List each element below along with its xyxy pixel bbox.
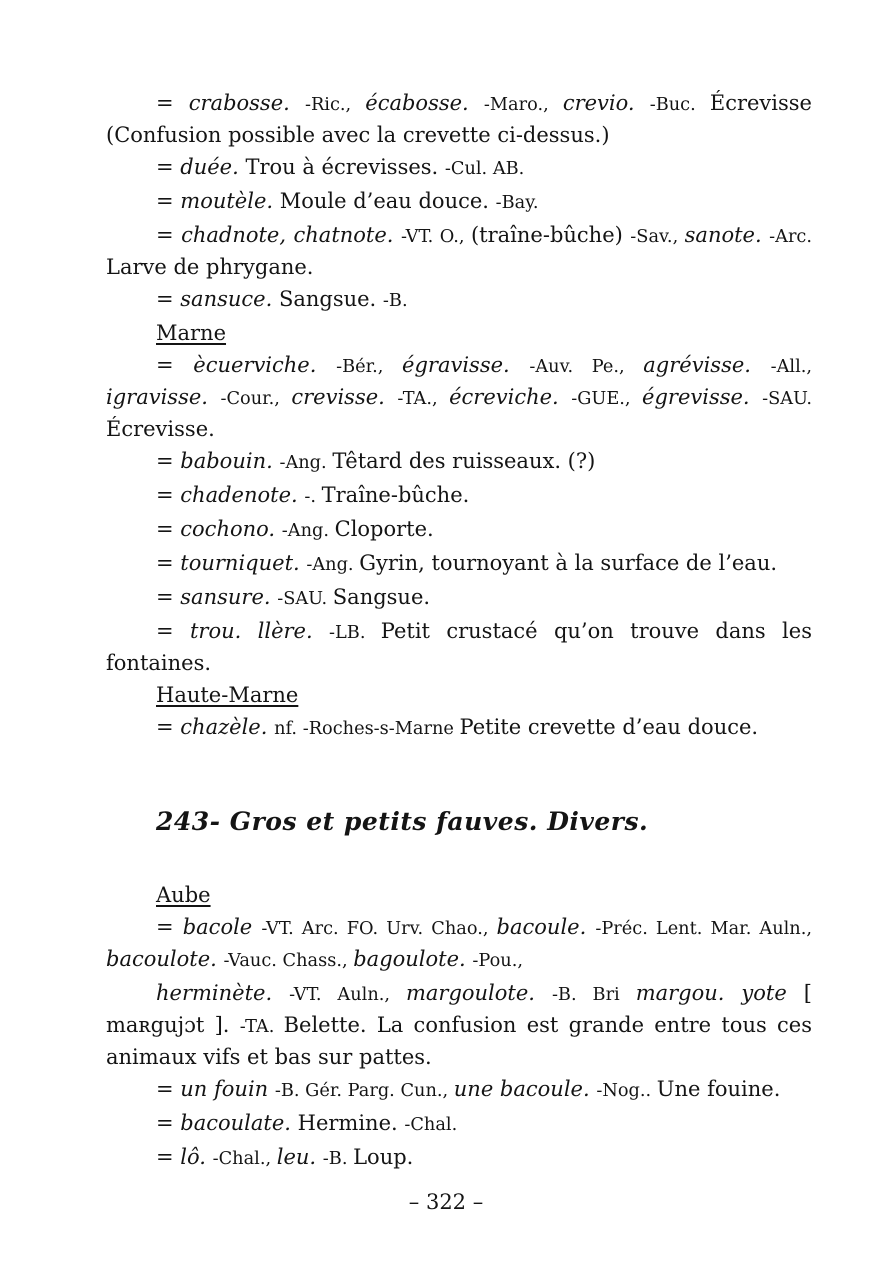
- region-heading: [106, 318, 812, 348]
- source-abbr: -Cul. AB.: [444, 159, 525, 179]
- dialect-term: une bacoule.: [453, 1077, 597, 1101]
- dialect-term: herminète.: [156, 981, 290, 1005]
- gloss-text: Larve de phrygane.: [106, 255, 314, 279]
- source-abbr: -B. Bri: [551, 985, 636, 1005]
- source-abbr: -Ang.: [279, 453, 333, 473]
- source-abbr: -Préc. Lent. Mar. Auln.,: [595, 919, 813, 939]
- source-abbr: -GUE.,: [571, 389, 643, 409]
- dialect-term: sansure.: [180, 585, 278, 609]
- source-abbr: -Buc.: [649, 95, 710, 115]
- dialect-term: crevisse.: [291, 385, 398, 409]
- dialect-term: margoulote.: [405, 981, 552, 1005]
- gloss-text: Moule d’eau douce.: [279, 189, 496, 213]
- source-abbr: -Ang.: [306, 555, 360, 575]
- source-abbr: -Ric.,: [304, 95, 366, 115]
- source-abbr: -VT. Arc. FO. Urv. Chao.,: [261, 919, 497, 939]
- dialect-term: crabosse.: [188, 91, 305, 115]
- source-abbr: -B.: [322, 1149, 354, 1169]
- section-heading-text: 243- Gros et petits fauves. Divers.: [156, 807, 649, 836]
- dictionary-entry: [106, 582, 812, 614]
- source-abbr: -SAU.: [762, 389, 813, 409]
- region-heading-text: Aube: [156, 883, 211, 907]
- page-number: – 322 –: [408, 1190, 484, 1214]
- gloss-text: Trou à écrevisses.: [245, 155, 445, 179]
- dictionary-entry: [106, 186, 812, 218]
- source-abbr: nf. -Roches-s-Marne: [274, 719, 460, 739]
- source-abbr: -Bér.,: [336, 357, 403, 377]
- dialect-term: bacoule.: [496, 915, 596, 939]
- dialect-term: duée.: [180, 155, 246, 179]
- dialect-term: leu.: [276, 1145, 323, 1169]
- dialect-term: moutèle.: [180, 189, 280, 213]
- dictionary-entry: [106, 548, 812, 580]
- dialect-term: margou. yote: [635, 981, 804, 1005]
- gloss-text: =: [156, 449, 181, 473]
- gloss-text: Gyrin, tournoyant à la surface de l’eau.: [359, 551, 778, 575]
- gloss-text: Hermine.: [297, 1111, 405, 1135]
- gloss-text: Cloporte.: [334, 517, 434, 541]
- gloss-text: =: [156, 91, 189, 115]
- dialect-term: un fouin: [180, 1077, 275, 1101]
- dialect-term: agrévisse.: [643, 353, 771, 377]
- source-abbr: -Bay.: [495, 193, 539, 213]
- source-abbr: -SAU.: [277, 589, 333, 609]
- gloss-text: Sangsue.: [332, 585, 431, 609]
- gloss-text: =: [156, 1145, 181, 1169]
- source-abbr: -VT. O.,: [400, 227, 471, 247]
- dictionary-entry: [106, 350, 812, 444]
- gloss-text: Loup.: [353, 1145, 414, 1169]
- source-abbr: -Nog..: [596, 1081, 657, 1101]
- gloss-text: =: [156, 223, 182, 247]
- dictionary-entry: [106, 616, 812, 678]
- gloss-text: Écrevisse (Confusion possible avec la crevette ci-dessus.): [106, 91, 812, 147]
- source-abbr: -TA.,: [397, 389, 450, 409]
- dictionary-entry: [106, 1108, 812, 1140]
- gloss-text: =: [156, 619, 190, 643]
- gloss-text: [ maʀgujɔt ].: [106, 981, 812, 1037]
- source-abbr: -Sav.,: [630, 227, 685, 247]
- dialect-term: écreviche.: [449, 385, 572, 409]
- gloss-text: =: [156, 189, 181, 213]
- gloss-text: Belette. La confusion est grande entre tous ces animaux vifs et bas sur pattes.: [106, 1013, 812, 1069]
- dialect-term: chadenote.: [180, 483, 305, 507]
- dialect-term: bacole: [182, 915, 262, 939]
- dialect-term: chadnote, chatnote.: [181, 223, 401, 247]
- region-heading-text: Haute-Marne: [156, 683, 299, 707]
- region-heading-text: Marne: [156, 321, 227, 345]
- region-heading: [106, 680, 812, 710]
- gloss-text: Traîne-bûche.: [321, 483, 470, 507]
- dictionary-entry: [106, 88, 812, 150]
- dialect-term: sansuce.: [180, 287, 279, 311]
- dictionary-entry: [106, 152, 812, 184]
- dialect-term: sanote.: [684, 223, 770, 247]
- gloss-text: Écrevisse.: [106, 417, 215, 441]
- gloss-text: =: [156, 483, 181, 507]
- source-abbr: -.: [304, 487, 322, 507]
- source-abbr: -Arc.: [769, 227, 812, 247]
- source-abbr: -VT. Auln.,: [289, 985, 406, 1005]
- dialect-term: égrevisse.: [642, 385, 763, 409]
- source-abbr: -Auv. Pe.,: [529, 357, 644, 377]
- dictionary-entry: [106, 1142, 812, 1174]
- dialect-term: chazèle.: [180, 715, 275, 739]
- gloss-text: =: [156, 551, 181, 575]
- source-abbr: -Pou.,: [472, 951, 523, 971]
- dictionary-entry: [106, 480, 812, 512]
- source-abbr: -Ang.: [281, 521, 335, 541]
- gloss-text: Une fouine.: [656, 1077, 781, 1101]
- gloss-text: =: [156, 915, 183, 939]
- dialect-term: tourniquet.: [180, 551, 307, 575]
- source-abbr: -Chal.,: [212, 1149, 277, 1169]
- dialect-term: trou. llère.: [189, 619, 330, 643]
- text-content: [106, 88, 812, 1176]
- gloss-text: =: [156, 353, 194, 377]
- dialect-term: igravisse.: [106, 385, 221, 409]
- dialect-term: égravisse.: [402, 353, 530, 377]
- page-footer: [0, 1190, 892, 1214]
- gloss-text: Petit crustacé qu’on trouve dans les fontaines.: [106, 619, 812, 675]
- gloss-text: =: [156, 715, 181, 739]
- source-abbr: -Vauc. Chass.,: [223, 951, 354, 971]
- dictionary-entry: [106, 978, 812, 1072]
- dictionary-entry: [106, 446, 812, 478]
- source-abbr: -Cour.,: [220, 389, 292, 409]
- dialect-term: ècuerviche.: [193, 353, 337, 377]
- gloss-text: =: [156, 585, 181, 609]
- gloss-text: Sangsue.: [278, 287, 383, 311]
- dictionary-entry: [106, 220, 812, 282]
- gloss-text: Petite crevette d’eau douce.: [459, 715, 759, 739]
- section-heading: [106, 806, 812, 838]
- dialect-term: bacoulate.: [180, 1111, 298, 1135]
- dictionary-entry: [106, 514, 812, 546]
- gloss-text: =: [156, 517, 181, 541]
- gloss-text: =: [156, 155, 181, 179]
- dictionary-entry: [106, 912, 812, 976]
- dictionary-entry: [106, 712, 812, 744]
- source-abbr: -B.: [382, 291, 408, 311]
- region-heading: [106, 880, 812, 910]
- dialect-term: bagoulote.: [353, 947, 473, 971]
- source-abbr: -Maro.,: [483, 95, 563, 115]
- source-abbr: -All.,: [770, 357, 813, 377]
- gloss-text: =: [156, 1111, 181, 1135]
- source-abbr: -LB.: [329, 623, 381, 643]
- dialect-term: écabosse.: [365, 91, 484, 115]
- dictionary-entry: [106, 1074, 812, 1106]
- dialect-term: crevio.: [562, 91, 650, 115]
- source-abbr: -Chal.: [404, 1115, 458, 1135]
- dialect-term: bacoulote.: [106, 947, 224, 971]
- source-abbr: -B. Gér. Parg. Cun.,: [274, 1081, 454, 1101]
- gloss-text: =: [156, 1077, 181, 1101]
- dialect-term: lô.: [180, 1145, 213, 1169]
- gloss-text: =: [156, 287, 181, 311]
- source-abbr: -TA.: [239, 1017, 284, 1037]
- gloss-text: Têtard des ruisseaux. (?): [332, 449, 596, 473]
- gloss-text: (traîne-bûche): [470, 223, 631, 247]
- dialect-term: babouin.: [180, 449, 280, 473]
- dialect-term: cochono.: [180, 517, 282, 541]
- dictionary-entry: [106, 284, 812, 316]
